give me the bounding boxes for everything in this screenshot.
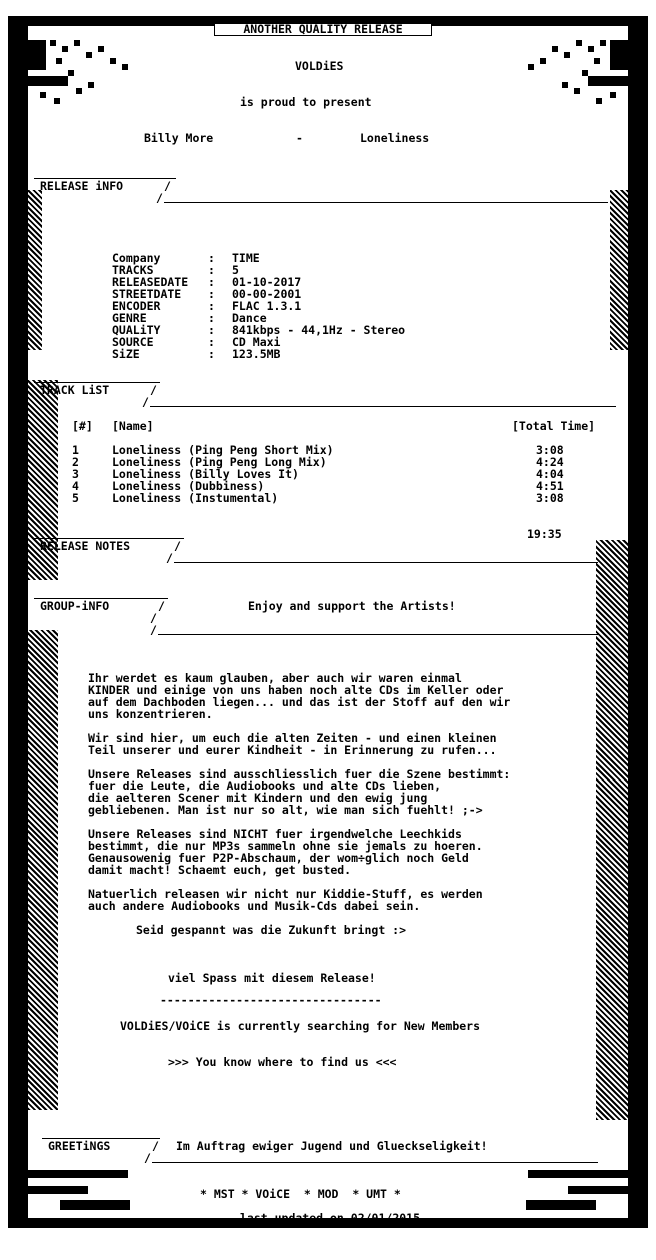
release-banner: ANOTHER QUALITY RELEASE xyxy=(214,23,432,36)
track-time: 3:08 xyxy=(536,491,564,505)
paragraph-line: Unsere Releases sind NICHT fuer irgendwelche Leechkids xyxy=(88,827,462,841)
find-us-line: >>> You know where to find us <<< xyxy=(168,1055,397,1069)
release-info-slash: / xyxy=(164,179,171,193)
track-number: 5 xyxy=(72,491,79,505)
section-greetings: GREETiNGS xyxy=(48,1139,111,1153)
track-time: 4:04 xyxy=(536,467,564,481)
paragraph-line: KINDER und einige von uns haben noch alte CDs im Keller oder xyxy=(88,683,504,697)
searching-line: VOLDiES/VOiCE is currently searching for New Members xyxy=(120,1019,481,1033)
release-info-colon: : xyxy=(208,323,215,337)
track-name: Loneliness (Dubbiness) xyxy=(112,479,265,493)
release-info-label: Company xyxy=(112,251,161,265)
track-name: Loneliness (Instumental) xyxy=(112,491,279,505)
paragraph-line: auf dem Dachboden liegen... und das ist der Stoff auf den wir xyxy=(88,695,511,709)
track-header-num: [#] xyxy=(72,419,93,433)
paragraph-line: Unsere Releases sind ausschliesslich fuer die Szene bestimmt: xyxy=(88,767,511,781)
proud-to-present: is proud to present xyxy=(240,95,372,109)
track-name: Loneliness (Ping Peng Long Mix) xyxy=(112,455,327,469)
left-border-shade-top xyxy=(28,190,42,350)
fun-line: viel Spass mit diesem Release! xyxy=(168,971,376,985)
album-title: Loneliness xyxy=(360,131,430,145)
section-release-notes: RELEASE NOTES xyxy=(40,539,131,553)
title-dash: - xyxy=(296,131,303,145)
release-notes-underline xyxy=(174,562,598,563)
release-info-colon: : xyxy=(208,251,215,265)
paragraph-line: Natuerlich releasen wir nicht nur Kiddie-Stuff, es werden xyxy=(88,887,483,901)
track-header-name: [Name] xyxy=(112,419,154,433)
release-info-colon: : xyxy=(208,275,215,289)
release-info-colon: : xyxy=(208,263,215,277)
release-info-label: STREETDATE xyxy=(112,287,182,301)
track-header-time: [Total Time] xyxy=(512,419,596,433)
release-info-label: ENCODER xyxy=(112,299,161,313)
track-number: 2 xyxy=(72,455,79,469)
paragraph-line: gebliebenen. Man ist nur so alt, wie man sich fuehlt! ;-> xyxy=(88,803,483,817)
paragraph-line: damit macht! Schaemt euch, get busted. xyxy=(88,863,352,877)
release-info-colon: : xyxy=(208,335,215,349)
track-name: Loneliness (Billy Loves It) xyxy=(112,467,299,481)
paragraph-line: Genausowenig fuer P2P-Abschaum, der wom÷glich noch Geld xyxy=(88,851,469,865)
group-name: VOLDiES xyxy=(295,59,344,73)
release-info-value: 00-00-2001 xyxy=(232,287,302,301)
artist-name: Billy More xyxy=(144,131,214,145)
track-number: 3 xyxy=(72,467,79,481)
left-border-shade-low xyxy=(28,630,58,1110)
future-line: Seid gespannt was die Zukunft bringt :> xyxy=(136,923,407,937)
release-info-label: SOURCE xyxy=(112,335,154,349)
release-info-underline xyxy=(164,202,608,203)
divider-line: -------------------------------- xyxy=(160,993,382,1007)
release-info-colon: : xyxy=(208,311,215,325)
paragraph-line: uns konzentrieren. xyxy=(88,707,213,721)
release-info-value: FLAC 1.3.1 xyxy=(232,299,302,313)
last-updated: last updated on 02/01/2015 xyxy=(240,1211,421,1225)
release-info-colon: : xyxy=(208,347,215,361)
section-release-info: RELEASE iNFO xyxy=(40,179,124,193)
release-info-value: 01-10-2017 xyxy=(232,275,302,289)
paragraph-line: Teil unserer und eurer Kindheit - in Erinnerung zu rufen... xyxy=(88,743,497,757)
release-info-colon: : xyxy=(208,299,215,313)
section-group-info: GROUP-iNFO xyxy=(40,599,110,613)
track-time: 3:08 xyxy=(536,443,564,457)
right-border-shade-mid xyxy=(596,540,628,780)
paragraph-line: fuer die Leute, die Audiobooks und alte CDs lieben, xyxy=(88,779,442,793)
nfo-frame xyxy=(8,16,648,1228)
paragraph-line: auch andere Audiobooks und Musik-Cds dabei sein. xyxy=(88,899,421,913)
track-time: 4:24 xyxy=(536,455,564,469)
group-tagline: Enjoy and support the Artists! xyxy=(248,599,456,613)
greetings-underline xyxy=(152,1162,598,1163)
right-border-shade-top xyxy=(610,190,628,350)
release-info-value: 841kbps - 44,1Hz - Stereo xyxy=(232,323,406,337)
total-time: 19:35 xyxy=(527,527,562,541)
release-info-value: 5 xyxy=(232,263,239,277)
crews-line: * MST * VOiCE * MOD * UMT * xyxy=(200,1187,401,1201)
release-info-value: 123.5MB xyxy=(232,347,281,361)
release-info-value: Dance xyxy=(232,311,267,325)
release-info-label: QUALiTY xyxy=(112,323,161,337)
track-list-underline xyxy=(150,406,616,407)
release-info-value: TIME xyxy=(232,251,260,265)
release-info-value: CD Maxi xyxy=(232,335,281,349)
nfo-content-area xyxy=(28,26,628,1218)
paragraph-line: bestimmt, die nur MP3s sammeln ohne sie jemals zu hoeren. xyxy=(88,839,483,853)
right-border-shade-low xyxy=(596,780,628,1120)
paragraph-line: die aelteren Scener mit Kindern und den ewig jung xyxy=(88,791,428,805)
track-name: Loneliness (Ping Peng Short Mix) xyxy=(112,443,334,457)
paragraph-line: Wir sind hier, um euch die alten Zeiten - und einen kleinen xyxy=(88,731,497,745)
release-info-label: GENRE xyxy=(112,311,147,325)
release-info-label: RELEASEDATE xyxy=(112,275,189,289)
release-info-label: SiZE xyxy=(112,347,140,361)
greetings-text: Im Auftrag ewiger Jugend und Glueckseligkeit! xyxy=(176,1139,488,1153)
track-number: 1 xyxy=(72,443,79,457)
track-time: 4:51 xyxy=(536,479,564,493)
section-track-list: TRACK LiST xyxy=(40,383,110,397)
track-number: 4 xyxy=(72,479,79,493)
release-info-label: TRACKS xyxy=(112,263,154,277)
release-info-colon: : xyxy=(208,287,215,301)
group-info-underline xyxy=(158,634,598,635)
paragraph-line: Ihr werdet es kaum glauben, aber auch wir waren einmal xyxy=(88,671,462,685)
